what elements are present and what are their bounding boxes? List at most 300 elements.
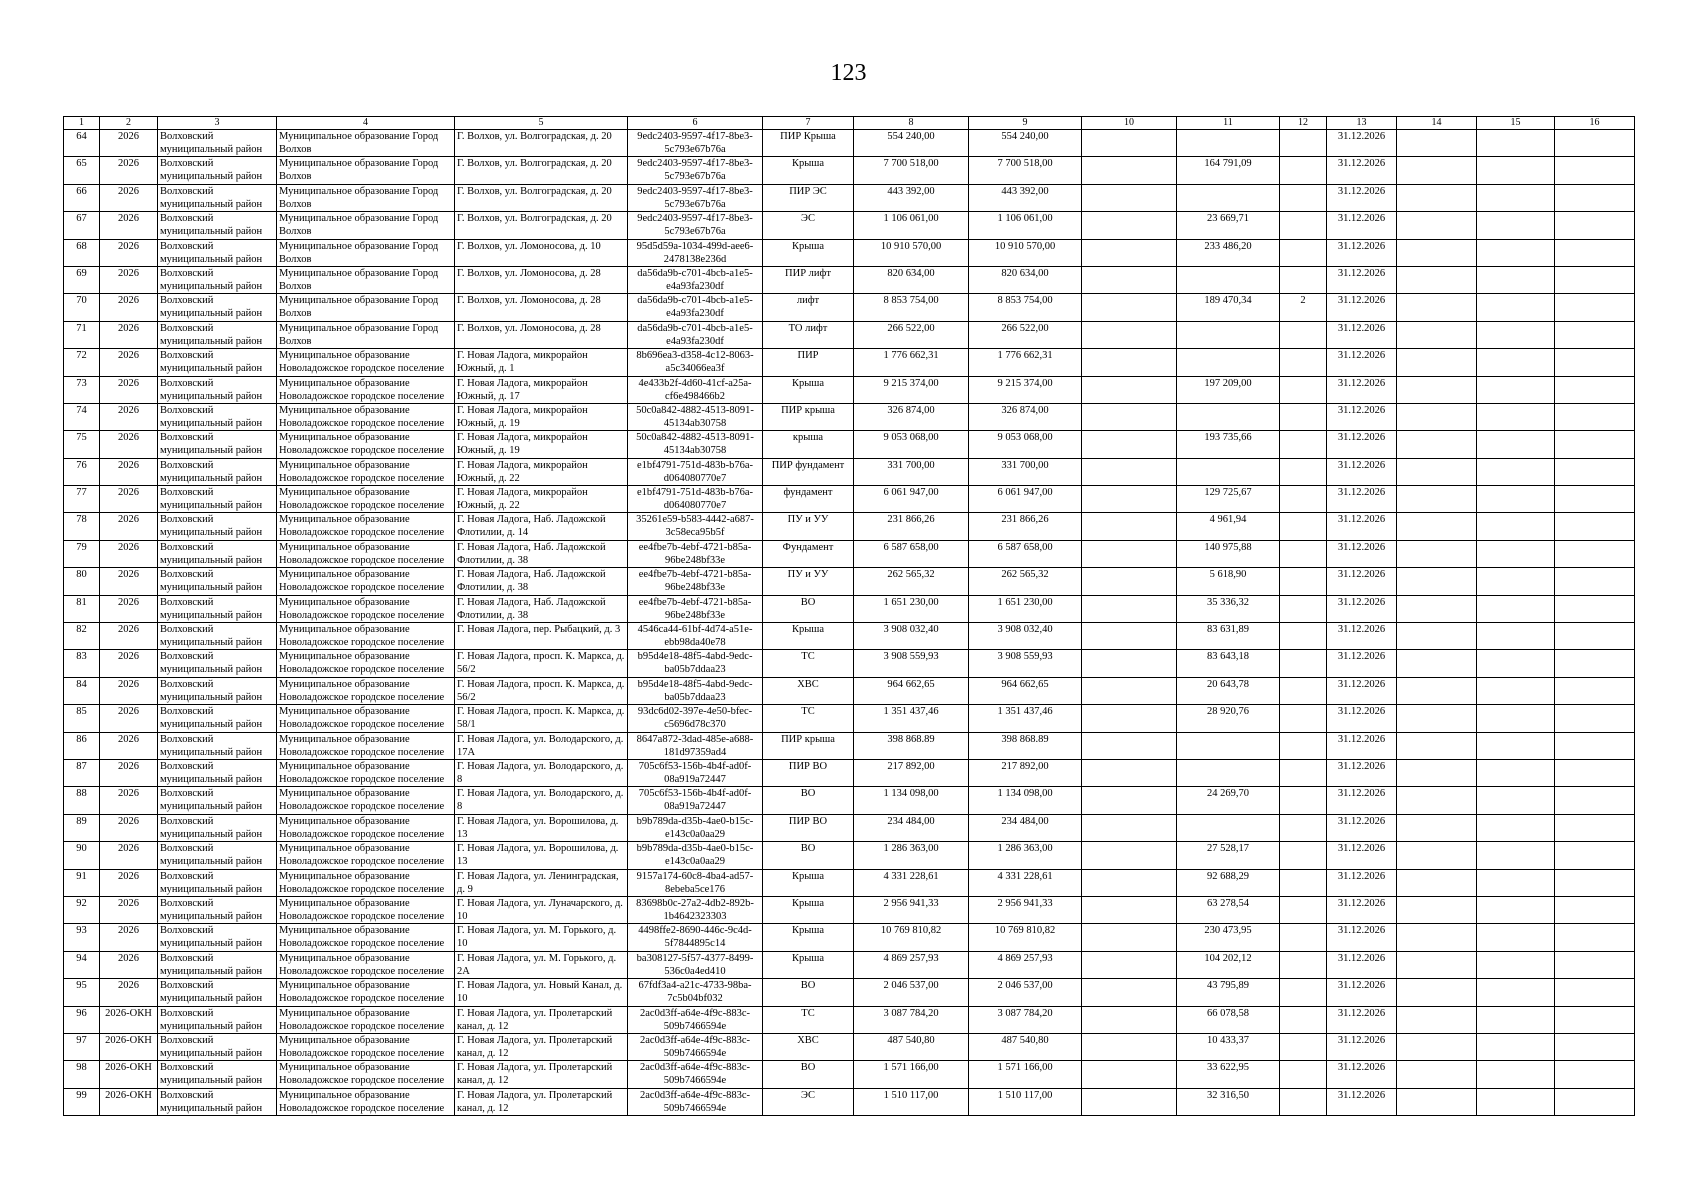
cell-col-10 — [1082, 239, 1177, 266]
cell-cost-regional: 1 286 363,00 — [969, 842, 1082, 869]
cell-row-number: 73 — [64, 376, 100, 403]
cell-house-guid: b9b789da-d35b-4ae0-b15c-e143c0a0aa29 — [628, 842, 763, 869]
cell-work-type: ВО — [763, 1061, 854, 1088]
cell-col-11 — [1177, 759, 1280, 786]
cell-work-type: Крыша — [763, 896, 854, 923]
cell-work-type: ПИР ЭС — [763, 184, 854, 211]
table-row — [64, 759, 1635, 786]
cell-total-cost: 3 087 784,20 — [854, 1006, 969, 1033]
table-row — [64, 294, 1635, 321]
cell-col-12 — [1280, 431, 1327, 458]
cell-col-15 — [1477, 321, 1555, 348]
cell-row-number: 96 — [64, 1006, 100, 1033]
cell-col-14 — [1397, 266, 1477, 293]
cell-house-guid: 705c6f53-156b-4b4f-ad0f-08a919a72447 — [628, 759, 763, 786]
cell-row-number: 97 — [64, 1033, 100, 1060]
cell-col-12 — [1280, 759, 1327, 786]
cell-municipality: Муниципальное образование Новоладожское городское поселение — [277, 1006, 455, 1033]
cell-year: 2026 — [100, 705, 158, 732]
table-row — [64, 595, 1635, 622]
cell-row-number: 71 — [64, 321, 100, 348]
cell-year: 2026 — [100, 431, 158, 458]
cell-col-15 — [1477, 1033, 1555, 1060]
cell-col-10 — [1082, 1006, 1177, 1033]
cell-col-12 — [1280, 1033, 1327, 1060]
cell-house-guid: 93dc6d02-397e-4e50-bfec-c5696d78c370 — [628, 705, 763, 732]
cell-total-cost: 1 776 662,31 — [854, 349, 969, 376]
cell-address: Г. Новая Ладога, просп. К. Маркса, д. 56/2 — [455, 677, 628, 704]
cell-col-16 — [1555, 321, 1635, 348]
cell-col-15 — [1477, 266, 1555, 293]
cell-deadline: 31.12.2026 — [1327, 513, 1397, 540]
cell-house-guid: 2ac0d3ff-a64e-4f9c-883c-509b7466594e — [628, 1061, 763, 1088]
cell-year: 2026 — [100, 130, 158, 157]
cell-row-number: 90 — [64, 842, 100, 869]
cell-total-cost: 2 046 537,00 — [854, 979, 969, 1006]
cell-district: Волховский муниципальный район — [158, 595, 277, 622]
cell-year: 2026 — [100, 321, 158, 348]
table-row — [64, 1061, 1635, 1088]
cell-municipality: Муниципальное образование Новоладожское городское поселение — [277, 1033, 455, 1060]
cell-col-11: 189 470,34 — [1177, 294, 1280, 321]
cell-work-type: ПИР крыша — [763, 732, 854, 759]
cell-col-11: 197 209,00 — [1177, 376, 1280, 403]
cell-district: Волховский муниципальный район — [158, 212, 277, 239]
cell-work-type: Крыша — [763, 239, 854, 266]
table-row — [64, 924, 1635, 951]
cell-house-guid: 4e433b2f-4d60-41cf-a25a-cf6e498466b2 — [628, 376, 763, 403]
cell-col-15 — [1477, 1088, 1555, 1115]
cell-total-cost: 1 651 230,00 — [854, 595, 969, 622]
cell-col-16 — [1555, 650, 1635, 677]
table-row — [64, 842, 1635, 869]
cell-col-11: 35 336,32 — [1177, 595, 1280, 622]
cell-total-cost: 217 892,00 — [854, 759, 969, 786]
cell-cost-regional: 554 240,00 — [969, 130, 1082, 157]
cell-cost-regional: 1 776 662,31 — [969, 349, 1082, 376]
cell-year: 2026 — [100, 924, 158, 951]
cell-year: 2026-ОКН — [100, 1088, 158, 1115]
cell-col-16 — [1555, 540, 1635, 567]
cell-col-16 — [1555, 376, 1635, 403]
cell-row-number: 74 — [64, 403, 100, 430]
cell-total-cost: 1 571 166,00 — [854, 1061, 969, 1088]
cell-municipality: Муниципальное образование Новоладожское городское поселение — [277, 568, 455, 595]
cell-municipality: Муниципальное образование Город Волхов — [277, 266, 455, 293]
cell-col-14 — [1397, 979, 1477, 1006]
cell-work-type: ПИР фундамент — [763, 458, 854, 485]
cell-col-14 — [1397, 212, 1477, 239]
cell-work-type: Крыша — [763, 869, 854, 896]
cell-total-cost: 398 868.89 — [854, 732, 969, 759]
cell-district: Волховский муниципальный район — [158, 403, 277, 430]
cell-col-12 — [1280, 705, 1327, 732]
cell-year: 2026 — [100, 896, 158, 923]
cell-col-10 — [1082, 650, 1177, 677]
cell-col-14 — [1397, 677, 1477, 704]
cell-col-12 — [1280, 376, 1327, 403]
cell-house-guid: da56da9b-c701-4bcb-a1e5-e4a93fa230df — [628, 266, 763, 293]
cell-year: 2026 — [100, 486, 158, 513]
cell-municipality: Муниципальное образование Город Волхов — [277, 130, 455, 157]
cell-house-guid: 2ac0d3ff-a64e-4f9c-883c-509b7466594e — [628, 1006, 763, 1033]
cell-col-16 — [1555, 896, 1635, 923]
cell-district: Волховский муниципальный район — [158, 732, 277, 759]
cell-col-12 — [1280, 896, 1327, 923]
cell-year: 2026 — [100, 184, 158, 211]
cell-district: Волховский муниципальный район — [158, 239, 277, 266]
cell-district: Волховский муниципальный район — [158, 842, 277, 869]
table-row — [64, 814, 1635, 841]
cell-deadline: 31.12.2026 — [1327, 595, 1397, 622]
cell-total-cost: 2 956 941,33 — [854, 896, 969, 923]
cell-col-15 — [1477, 376, 1555, 403]
cell-row-number: 83 — [64, 650, 100, 677]
cell-col-14 — [1397, 239, 1477, 266]
cell-col-11: 5 618,90 — [1177, 568, 1280, 595]
cell-col-15 — [1477, 732, 1555, 759]
cell-cost-regional: 326 874,00 — [969, 403, 1082, 430]
cell-col-16 — [1555, 1088, 1635, 1115]
cell-year: 2026 — [100, 814, 158, 841]
column-number-2: 2 — [100, 117, 158, 130]
cell-deadline: 31.12.2026 — [1327, 1061, 1397, 1088]
cell-row-number: 85 — [64, 705, 100, 732]
cell-col-15 — [1477, 130, 1555, 157]
cell-col-12 — [1280, 595, 1327, 622]
cell-col-14 — [1397, 1033, 1477, 1060]
table-row — [64, 951, 1635, 978]
cell-deadline: 31.12.2026 — [1327, 294, 1397, 321]
cell-row-number: 64 — [64, 130, 100, 157]
cell-year: 2026 — [100, 212, 158, 239]
cell-work-type: ПУ и УУ — [763, 568, 854, 595]
cell-col-11: 140 975,88 — [1177, 540, 1280, 567]
cell-col-14 — [1397, 458, 1477, 485]
table-row — [64, 212, 1635, 239]
cell-district: Волховский муниципальный район — [158, 705, 277, 732]
cell-col-15 — [1477, 184, 1555, 211]
cell-col-11 — [1177, 732, 1280, 759]
cell-house-guid: 50c0a842-4882-4513-8091-45134ab30758 — [628, 403, 763, 430]
cell-col-10 — [1082, 896, 1177, 923]
cell-cost-regional: 6 587 658,00 — [969, 540, 1082, 567]
cell-col-15 — [1477, 705, 1555, 732]
cell-col-11 — [1177, 321, 1280, 348]
cell-municipality: Муниципальное образование Новоладожское городское поселение — [277, 431, 455, 458]
cell-col-10 — [1082, 266, 1177, 293]
cell-col-15 — [1477, 349, 1555, 376]
cell-col-15 — [1477, 896, 1555, 923]
cell-address: Г. Волхов, ул. Волгоградская, д. 20 — [455, 130, 628, 157]
cell-col-14 — [1397, 842, 1477, 869]
cell-address: Г. Новая Ладога, Наб. Ладожской Флотилии, д. 38 — [455, 568, 628, 595]
cell-municipality: Муниципальное образование Город Волхов — [277, 239, 455, 266]
cell-col-14 — [1397, 431, 1477, 458]
cell-municipality: Муниципальное образование Новоладожское городское поселение — [277, 403, 455, 430]
cell-row-number: 67 — [64, 212, 100, 239]
cell-row-number: 75 — [64, 431, 100, 458]
cell-row-number: 94 — [64, 951, 100, 978]
cell-col-14 — [1397, 568, 1477, 595]
cell-col-11: 104 202,12 — [1177, 951, 1280, 978]
cell-address: Г. Новая Ладога, Наб. Ладожской Флотилии, д. 14 — [455, 513, 628, 540]
cell-municipality: Муниципальное образование Новоладожское городское поселение — [277, 759, 455, 786]
cell-col-12 — [1280, 403, 1327, 430]
cell-cost-regional: 964 662,65 — [969, 677, 1082, 704]
cell-municipality: Муниципальное образование Новоладожское городское поселение — [277, 869, 455, 896]
cell-col-10 — [1082, 759, 1177, 786]
cell-house-guid: 2ac0d3ff-a64e-4f9c-883c-509b7466594e — [628, 1088, 763, 1115]
cell-col-16 — [1555, 130, 1635, 157]
cell-municipality: Муниципальное образование Новоладожское городское поселение — [277, 924, 455, 951]
cell-address: Г. Волхов, ул. Ломоносова, д. 28 — [455, 321, 628, 348]
cell-address: Г. Новая Ладога, ул. Пролетарский канал, д. 12 — [455, 1061, 628, 1088]
cell-col-15 — [1477, 924, 1555, 951]
cell-address: Г. Новая Ладога, Наб. Ладожской Флотилии, д. 38 — [455, 595, 628, 622]
cell-district: Волховский муниципальный район — [158, 1088, 277, 1115]
cell-total-cost: 487 540,80 — [854, 1033, 969, 1060]
cell-work-type: лифт — [763, 294, 854, 321]
cell-house-guid: ee4fbe7b-4ebf-4721-b85a-96be248bf33e — [628, 568, 763, 595]
cell-deadline: 31.12.2026 — [1327, 842, 1397, 869]
cell-house-guid: b95d4e18-48f5-4abd-9edc-ba05b7ddaa23 — [628, 677, 763, 704]
cell-work-type: ХВС — [763, 677, 854, 704]
cell-cost-regional: 3 908 032,40 — [969, 623, 1082, 650]
cell-address: Г. Волхов, ул. Волгоградская, д. 20 — [455, 157, 628, 184]
cell-district: Волховский муниципальный район — [158, 677, 277, 704]
cell-col-15 — [1477, 842, 1555, 869]
cell-col-10 — [1082, 623, 1177, 650]
cell-col-10 — [1082, 130, 1177, 157]
cell-col-15 — [1477, 239, 1555, 266]
cell-col-14 — [1397, 540, 1477, 567]
cell-work-type: фундамент — [763, 486, 854, 513]
cell-col-12 — [1280, 540, 1327, 567]
cell-house-guid: 705c6f53-156b-4b4f-ad0f-08a919a72447 — [628, 787, 763, 814]
cell-col-15 — [1477, 431, 1555, 458]
cell-municipality: Муниципальное образование Город Волхов — [277, 212, 455, 239]
cell-col-14 — [1397, 130, 1477, 157]
cell-col-11: 28 920,76 — [1177, 705, 1280, 732]
cell-house-guid: ee4fbe7b-4ebf-4721-b85a-96be248bf33e — [628, 595, 763, 622]
cell-address: Г. Новая Ладога, ул. Луначарского, д. 10 — [455, 896, 628, 923]
cell-col-15 — [1477, 157, 1555, 184]
cell-municipality: Муниципальное образование Новоладожское городское поселение — [277, 349, 455, 376]
cell-col-14 — [1397, 486, 1477, 513]
cell-col-11: 27 528,17 — [1177, 842, 1280, 869]
cell-house-guid: ba308127-5f57-4377-8499-536c0a4ed410 — [628, 951, 763, 978]
cell-total-cost: 3 908 559,93 — [854, 650, 969, 677]
cell-deadline: 31.12.2026 — [1327, 677, 1397, 704]
cell-house-guid: 8647a872-3dad-485e-a688-181d97359ad4 — [628, 732, 763, 759]
cell-year: 2026 — [100, 787, 158, 814]
cell-col-16 — [1555, 1033, 1635, 1060]
cell-cost-regional: 331 700,00 — [969, 458, 1082, 485]
cell-deadline: 31.12.2026 — [1327, 1088, 1397, 1115]
cell-col-16 — [1555, 486, 1635, 513]
cell-address: Г. Новая Ладога, ул. Пролетарский канал, д. 12 — [455, 1088, 628, 1115]
cell-work-type: ВО — [763, 979, 854, 1006]
cell-deadline: 31.12.2026 — [1327, 130, 1397, 157]
cell-col-11: 230 473,95 — [1177, 924, 1280, 951]
cell-col-16 — [1555, 705, 1635, 732]
cell-col-11 — [1177, 814, 1280, 841]
cell-row-number: 79 — [64, 540, 100, 567]
cell-total-cost: 3 908 032,40 — [854, 623, 969, 650]
cell-row-number: 78 — [64, 513, 100, 540]
cell-municipality: Муниципальное образование Новоладожское городское поселение — [277, 458, 455, 485]
cell-col-10 — [1082, 157, 1177, 184]
cell-col-16 — [1555, 568, 1635, 595]
cell-cost-regional: 231 866,26 — [969, 513, 1082, 540]
cell-col-12 — [1280, 1061, 1327, 1088]
cell-col-12 — [1280, 212, 1327, 239]
cell-year: 2026 — [100, 842, 158, 869]
cell-col-12 — [1280, 951, 1327, 978]
cell-district: Волховский муниципальный район — [158, 513, 277, 540]
cell-year: 2026 — [100, 650, 158, 677]
cell-total-cost: 234 484,00 — [854, 814, 969, 841]
cell-col-16 — [1555, 951, 1635, 978]
cell-house-guid: e1bf4791-751d-483b-b76a-d064080770e7 — [628, 486, 763, 513]
cell-cost-regional: 487 540,80 — [969, 1033, 1082, 1060]
table-row — [64, 568, 1635, 595]
cell-row-number: 95 — [64, 979, 100, 1006]
table-body — [64, 130, 1635, 1116]
cell-col-10 — [1082, 677, 1177, 704]
cell-work-type: Крыша — [763, 157, 854, 184]
cell-col-16 — [1555, 842, 1635, 869]
cell-deadline: 31.12.2026 — [1327, 787, 1397, 814]
table-row — [64, 266, 1635, 293]
table-row — [64, 732, 1635, 759]
cell-address: Г. Новая Ладога, микрорайон Южный, д. 17 — [455, 376, 628, 403]
cell-work-type: Крыша — [763, 376, 854, 403]
cell-row-number: 68 — [64, 239, 100, 266]
cell-col-14 — [1397, 623, 1477, 650]
cell-district: Волховский муниципальный район — [158, 184, 277, 211]
cell-total-cost: 326 874,00 — [854, 403, 969, 430]
cell-year: 2026 — [100, 951, 158, 978]
table-row — [64, 486, 1635, 513]
cell-cost-regional: 1 351 437,46 — [969, 705, 1082, 732]
cell-deadline: 31.12.2026 — [1327, 458, 1397, 485]
cell-col-14 — [1397, 1061, 1477, 1088]
column-number-13: 13 — [1327, 117, 1397, 130]
cell-col-10 — [1082, 924, 1177, 951]
cell-deadline: 31.12.2026 — [1327, 568, 1397, 595]
table-row — [64, 1088, 1635, 1115]
cell-district: Волховский муниципальный район — [158, 321, 277, 348]
cell-col-14 — [1397, 294, 1477, 321]
cell-col-10 — [1082, 376, 1177, 403]
cell-house-guid: b95d4e18-48f5-4abd-9edc-ba05b7ddaa23 — [628, 650, 763, 677]
cell-col-10 — [1082, 403, 1177, 430]
cell-municipality: Муниципальное образование Новоладожское городское поселение — [277, 951, 455, 978]
cell-col-16 — [1555, 184, 1635, 211]
cell-district: Волховский муниципальный район — [158, 376, 277, 403]
cell-address: Г. Волхов, ул. Ломоносова, д. 10 — [455, 239, 628, 266]
cell-col-15 — [1477, 814, 1555, 841]
cell-total-cost: 7 700 518,00 — [854, 157, 969, 184]
cell-municipality: Муниципальное образование Новоладожское городское поселение — [277, 376, 455, 403]
cell-col-11 — [1177, 266, 1280, 293]
cell-col-15 — [1477, 1006, 1555, 1033]
cell-total-cost: 554 240,00 — [854, 130, 969, 157]
cell-total-cost: 6 587 658,00 — [854, 540, 969, 567]
cell-deadline: 31.12.2026 — [1327, 759, 1397, 786]
cell-municipality: Муниципальное образование Новоладожское городское поселение — [277, 979, 455, 1006]
cell-col-12 — [1280, 814, 1327, 841]
cell-cost-regional: 443 392,00 — [969, 184, 1082, 211]
cell-cost-regional: 266 522,00 — [969, 321, 1082, 348]
cell-col-12 — [1280, 458, 1327, 485]
cell-deadline: 31.12.2026 — [1327, 349, 1397, 376]
cell-col-14 — [1397, 184, 1477, 211]
cell-district: Волховский муниципальный район — [158, 458, 277, 485]
cell-col-12 — [1280, 623, 1327, 650]
cell-cost-regional: 10 769 810,82 — [969, 924, 1082, 951]
column-number-9: 9 — [969, 117, 1082, 130]
cell-total-cost: 8 853 754,00 — [854, 294, 969, 321]
cell-deadline: 31.12.2026 — [1327, 212, 1397, 239]
cell-row-number: 80 — [64, 568, 100, 595]
cell-row-number: 77 — [64, 486, 100, 513]
cell-col-15 — [1477, 1061, 1555, 1088]
cell-col-16 — [1555, 979, 1635, 1006]
cell-col-14 — [1397, 1088, 1477, 1115]
cell-col-12 — [1280, 869, 1327, 896]
cell-col-10 — [1082, 842, 1177, 869]
table-row — [64, 239, 1635, 266]
cell-col-11: 43 795,89 — [1177, 979, 1280, 1006]
cell-col-12 — [1280, 924, 1327, 951]
cell-col-10 — [1082, 349, 1177, 376]
cell-col-11: 63 278,54 — [1177, 896, 1280, 923]
cell-work-type: ПИР — [763, 349, 854, 376]
cell-address: Г. Волхов, ул. Волгоградская, д. 20 — [455, 212, 628, 239]
cell-municipality: Муниципальное образование Новоладожское городское поселение — [277, 623, 455, 650]
cell-district: Волховский муниципальный район — [158, 1061, 277, 1088]
cell-col-16 — [1555, 266, 1635, 293]
cell-cost-regional: 8 853 754,00 — [969, 294, 1082, 321]
cell-house-guid: 95d5d59a-1034-499d-aee6-2478138e236d — [628, 239, 763, 266]
table-row — [64, 869, 1635, 896]
cell-work-type: ПИР ВО — [763, 759, 854, 786]
cell-address: Г. Новая Ладога, ул. Володарского, д. 8 — [455, 759, 628, 786]
cell-municipality: Муниципальное образование Город Волхов — [277, 184, 455, 211]
table-row — [64, 540, 1635, 567]
cell-col-12 — [1280, 1088, 1327, 1115]
cell-total-cost: 820 634,00 — [854, 266, 969, 293]
cell-col-12 — [1280, 732, 1327, 759]
cell-municipality: Муниципальное образование Новоладожское городское поселение — [277, 650, 455, 677]
cell-municipality: Муниципальное образование Новоладожское городское поселение — [277, 705, 455, 732]
cell-col-15 — [1477, 540, 1555, 567]
cell-total-cost: 1 286 363,00 — [854, 842, 969, 869]
cell-cost-regional: 2 956 941,33 — [969, 896, 1082, 923]
cell-year: 2026 — [100, 869, 158, 896]
cell-total-cost: 10 769 810,82 — [854, 924, 969, 951]
table-row — [64, 896, 1635, 923]
cell-house-guid: 8b696ea3-d358-4c12-8063-a5c34066ea3f — [628, 349, 763, 376]
table-row — [64, 157, 1635, 184]
cell-year: 2026 — [100, 568, 158, 595]
cell-district: Волховский муниципальный район — [158, 896, 277, 923]
cell-cost-regional: 398 868.89 — [969, 732, 1082, 759]
cell-col-15 — [1477, 759, 1555, 786]
